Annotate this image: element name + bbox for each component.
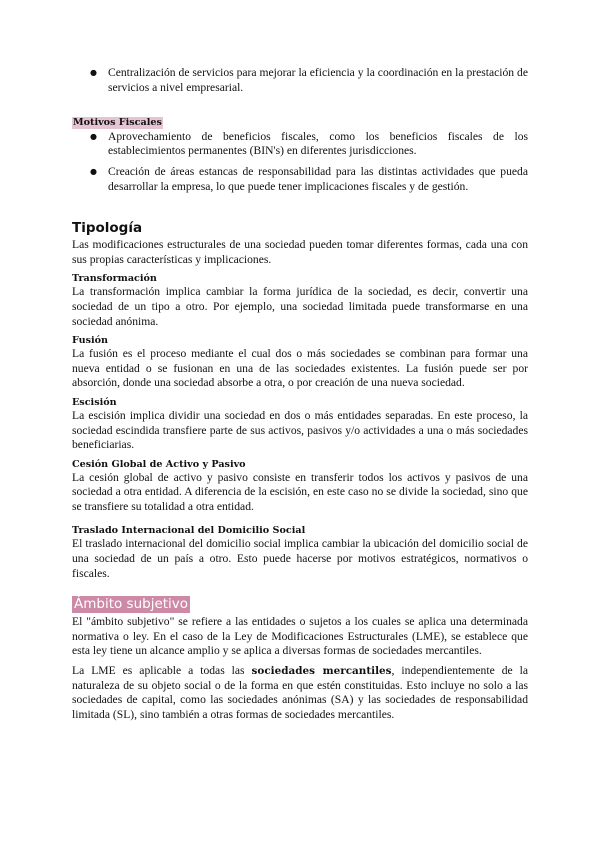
item-heading: Cesión Global de Activo y Pasivo [72,458,246,470]
item-text: El traslado internacional del domicilio social implica cambiar la ubicación del domicilio social de una sociedad de un país a otro. Esto puede hacerse por motivos estratégicos, normativos o fiscales. [72,537,528,580]
item-text: La cesión global de activo y pasivo consiste en transferir todos los activos y pasivos de una sociedad a otra entidad. A diferencia de la escisión, en este caso no se divide la sociedad, sino que se transfiere su totalidad a otra entidad. [72,470,528,513]
p2-bold-term: sociedades mercantiles [251,665,392,678]
ambito-paragraph-2 [72,664,528,722]
motivos-fiscales-list [72,130,528,194]
item-heading: Escisión [72,396,117,408]
tipologia-title: Tipología [72,220,143,237]
ambito-paragraph-1: El "ámbito subjetivo" se refiere a las entidades o sujetos a los cuales se aplica una determinada normativa o ley. En el caso de la Ley de Modificaciones Estructurales (LME), se establece que esta ley tiene un alcance amplio y se aplica a diversas formas de sociedades mercantiles. [72,615,528,658]
p2-text-after: , independientemente de la naturaleza de su objeto social o de la forma en que estén constituidas. Esto incluye no solo a las sociedades de capital, como las sociedades anónimas (SA) y las sociedades de responsabilidad limitada (SL), sino también a otras formas de sociedades mercantiles. [72,664,528,721]
tipologia-item [72,334,528,391]
bullet-item: ● Aprovechamiento de beneficios fiscales, como los beneficios fiscales de los establecimientos permanentes (BIN's) en diferentes jurisdicciones. [108,130,528,159]
item-heading: Traslado Internacional del Domicilio Social [72,525,306,537]
document-page [72,66,528,722]
item-text: La fusión es el proceso mediante el cual dos o más sociedades se combinan para formar una nueva entidad o se fusionan en una de las sociedades existentes. La fusión puede ser por absorción, donde una sociedad absorbe a otra, o por creación de una nueva sociedad. [72,347,528,390]
item-heading: Transformación [72,273,157,285]
bullet-item: ● Centralización de servicios para mejorar la eficiencia y la coordinación en la prestación de servicios a nivel empresarial. [108,66,528,95]
ambito-subjetivo-title: Ámbito subjetivo [74,596,189,613]
p2-text-before: La LME es aplicable a todas las [72,664,252,678]
tipologia-item [72,396,528,453]
item-text: La escisión implica dividir una sociedad en dos o más entidades separadas. En este proceso, la sociedad escindida transfiere parte de sus activos, pasivos y/o actividades a una o más sociedades beneficiarias. [72,408,528,452]
tipologia-item [72,524,528,581]
intro-bullet-list [72,66,528,95]
tipologia-item [72,272,528,329]
item-heading: Fusión [72,335,109,347]
motivos-fiscales-heading: Motivos Fiscales [73,117,162,129]
tipologia-item [72,458,528,515]
item-text: La transformación implica cambiar la forma jurídica de la sociedad, es decir, convertir una sociedad de un tipo a otro. Por ejemplo, una sociedad limitada puede transformarse en una sociedad anónima. [72,285,528,328]
tipologia-intro: Las modificaciones estructurales de una sociedad pueden tomar diferentes formas, cada una con sus propias características y implicaciones. [72,238,528,266]
bullet-item: ● Creación de áreas estancas de responsabilidad para las distintas actividades que pueda desarrollar la empresa, lo que puede tener implicaciones fiscales y de gestión. [108,165,528,194]
